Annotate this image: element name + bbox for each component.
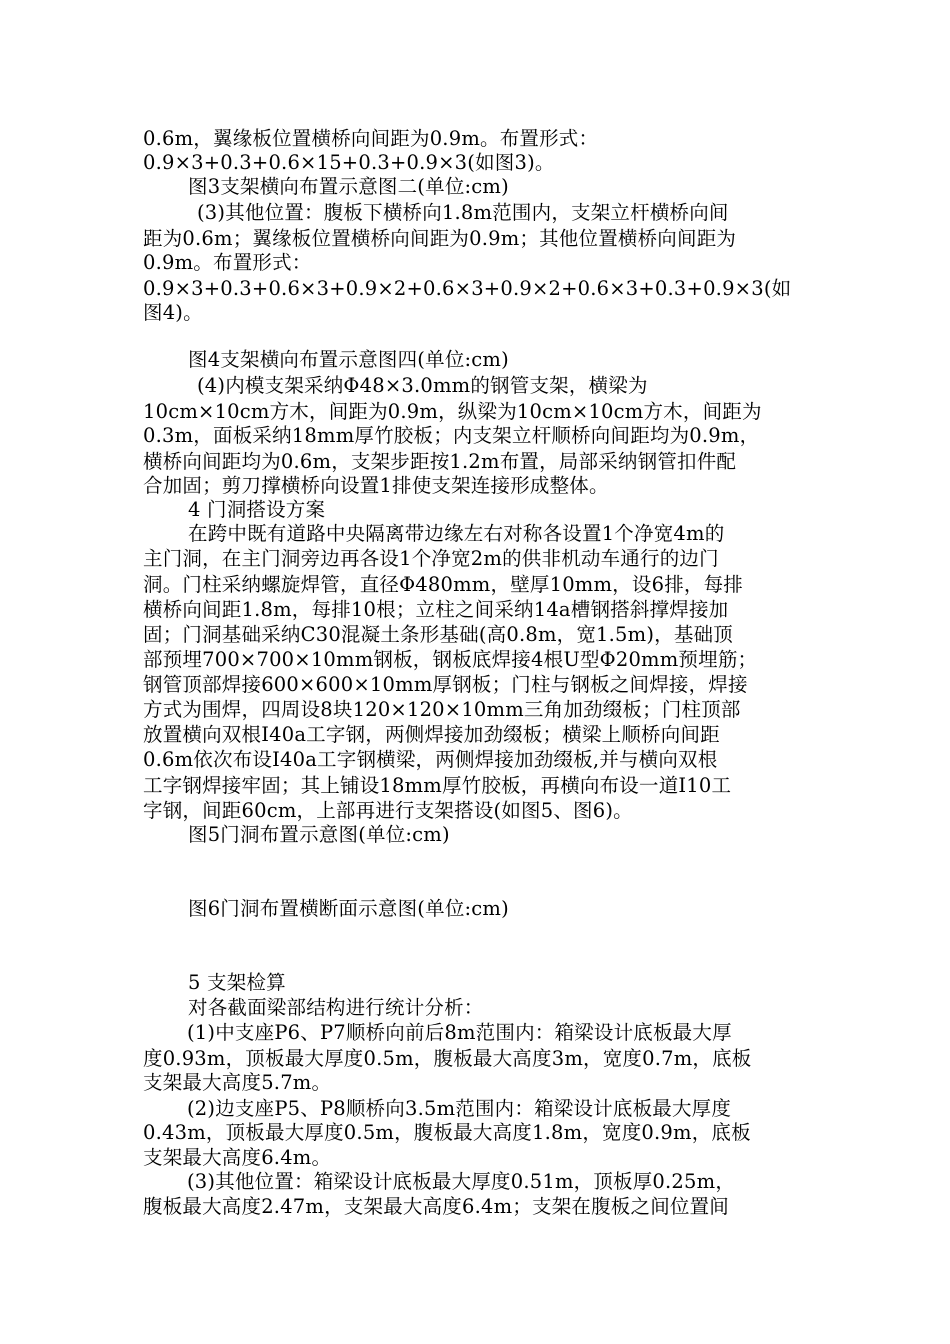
text-line: (3)其他位置：腹板下横桥向1.8m范围内，支架立杆横桥向间 [197,201,729,224]
text-line: 对各截面梁部结构进行统计分析： [188,996,484,1019]
figure-caption: 图5门洞布置示意图(单位:cm) [188,823,450,846]
text-line: 合加固；剪刀撑横桥向设置1排使支架连接形成整体。 [143,474,609,497]
text-line: 支架最大高度6.4m。 [143,1146,332,1169]
text-line: 在跨中既有道路中央隔离带边缘左右对称各设置1个净宽4m的 [188,522,725,545]
figure-caption: 图4支架横向布置示意图四(单位:cm) [188,348,509,371]
text-line: (2)边支座P5、P8顺桥向3.5m范围内：箱梁设计底板最大厚度 [187,1097,732,1120]
text-line: 距为0.6m；翼缘板位置横桥向间距为0.9m；其他位置横桥向间距为 [143,227,737,250]
text-line: 工字钢焊接牢固；其上铺设18mm厚竹胶板，再横向布设一道I10工 [143,774,732,797]
figure-caption: 图3支架横向布置示意图二(单位:cm) [188,175,509,198]
text-line: 度0.93m，顶板最大厚度0.5m，腹板最大高度3m，宽度0.7m，底板 [143,1047,752,1070]
text-line: 腹板最大高度2.47m，支架最大高度6.4m；支架在腹板之间位置间 [143,1195,730,1218]
text-line: 支架最大高度5.7m。 [143,1071,332,1094]
text-line: 横桥向间距1.8m，每排10根；立柱之间采纳14a槽钢搭斜撑焊接加 [143,598,729,621]
text-line: 10cm×10cm方木，间距为0.9m，纵梁为10cm×10cm方木，间距为 [143,400,762,423]
text-line: 0.43m，顶板最大厚度0.5m，腹板最大高度1.8m，宽度0.9m，底板 [143,1121,751,1144]
text-line: 放置横向双根I40a工字钢，两侧焊接加劲缀板；横梁上顺桥向间距 [143,723,720,746]
text-line: 0.6m依次布设I40a工字钢横梁，两侧焊接加劲缀板,并与横向双根 [143,748,718,771]
text-line: 0.9×3+0.3+0.6×3+0.9×2+0.6×3+0.9×2+0.6×3+0.3+0.9×3(如 [143,277,792,300]
section-heading: 5 支架检算 [188,971,286,994]
text-line: 钢管顶部焊接600×600×10mm厚钢板；门柱与钢板之间焊接，焊接 [143,673,748,696]
text-line: 字钢，间距60cm，上部再进行支架搭设(如图5、图6)。 [143,799,633,822]
figure-caption: 图6门洞布置横断面示意图(单位:cm) [188,897,509,920]
text-line: (1)中支座P6、P7顺桥向前后8m范围内：箱梁设计底板最大厚 [187,1021,732,1044]
text-line: 横桥向间距均为0.6m，支架步距按1.2m布置，局部采纳钢管扣件配 [143,450,737,473]
text-line: (4)内模支架采纳Φ48×3.0mm的钢管支架，横梁为 [197,374,648,397]
text-line: 0.9×3+0.3+0.6×15+0.3+0.9×3(如图3)。 [143,151,555,174]
text-line: 主门洞，在主门洞旁边再各设1个净宽2m的供非机动车通行的边门 [143,547,719,570]
text-line: 方式为围焊，四周设8块120×120×10mm三角加劲缀板；门柱顶部 [143,698,741,721]
text-line: 固；门洞基础采纳C30混凝土条形基础(高0.8m，宽1.5m)，基础顶 [143,623,733,646]
section-heading: 4 门洞搭设方案 [188,498,326,521]
text-line: (3)其他位置：箱梁设计底板最大厚度0.51m，顶板厚0.25m， [187,1170,736,1193]
text-line: 洞。门柱采纳螺旋焊管，直径Φ480mm，壁厚10mm，设6排，每排 [143,573,743,596]
text-line: 0.6m，翼缘板位置横桥向间距为0.9m。布置形式： [143,127,599,150]
text-line: 0.9m。布置形式： [143,251,312,274]
text-line: 0.3m，面板采纳18mm厚竹胶板；内支架立杆顺桥向间距均为0.9m， [143,424,760,447]
text-line: 图4)。 [143,301,203,324]
text-line: 部预埋700×700×10mm钢板，钢板底焊接4根U型Φ20mm预埋筋； [143,648,758,671]
